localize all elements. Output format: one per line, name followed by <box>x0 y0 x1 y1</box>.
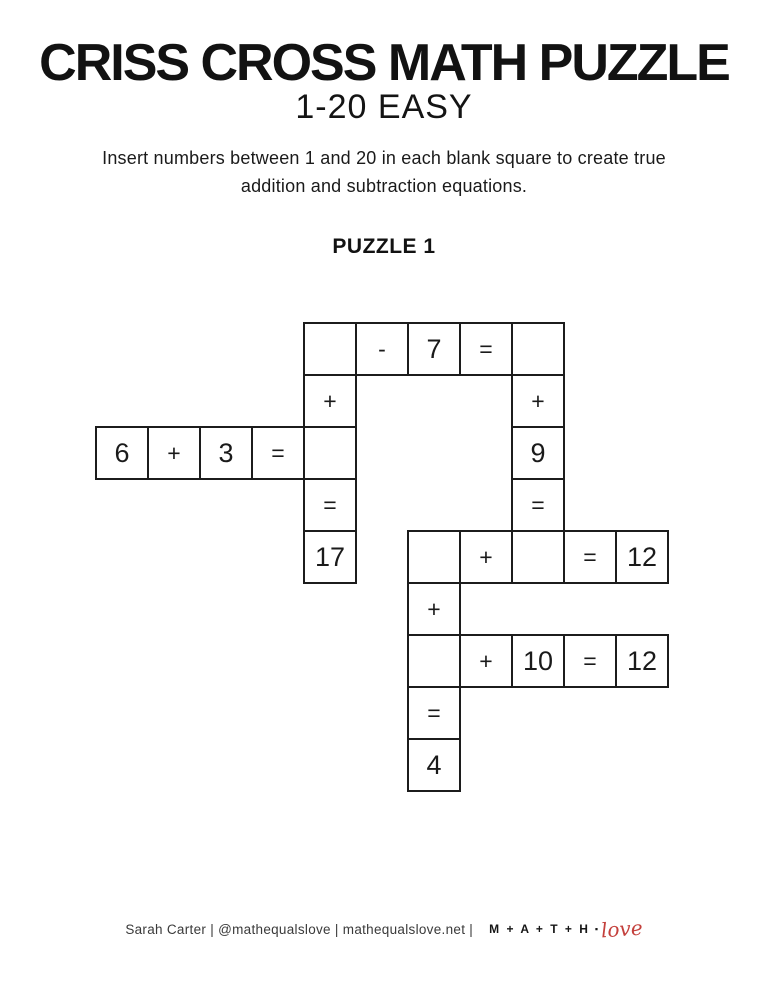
logo-equals-square-icon: ▪ <box>594 923 599 934</box>
puzzle-cell-operator: = <box>251 426 305 480</box>
worksheet-subtitle: 1-20 EASY <box>295 88 473 126</box>
puzzle-cell-blank[interactable] <box>407 530 461 584</box>
footer-byline: Sarah Carter | @mathequalslove | mathequalslove.net | <box>125 921 474 937</box>
puzzle-cell-operator: - <box>355 322 409 376</box>
puzzle-cell-operator: = <box>459 322 513 376</box>
puzzle-cell-operator: + <box>303 374 357 428</box>
instructions-line-2: addition and subtraction equations. <box>240 176 528 196</box>
puzzle-cell-number: 12 <box>615 634 669 688</box>
puzzle-cell-blank[interactable] <box>303 322 357 376</box>
instructions-text <box>0 144 768 200</box>
puzzle-cell-number: 10 <box>511 634 565 688</box>
puzzle-cell-blank[interactable] <box>511 322 565 376</box>
puzzle-cell-number: 4 <box>407 738 461 792</box>
worksheet-title: CRISS CROSS MATH PUZZLE <box>39 34 729 92</box>
puzzle-cell-operator: + <box>459 530 513 584</box>
puzzle-cell-operator: + <box>147 426 201 480</box>
puzzle-cell-operator: + <box>459 634 513 688</box>
math-equals-love-logo <box>489 915 644 943</box>
puzzle-cell-operator: = <box>563 530 617 584</box>
logo-math-text: M + A + T + H <box>489 922 590 936</box>
puzzle-cell-operator: = <box>511 478 565 532</box>
puzzle-cell-operator: + <box>407 582 461 636</box>
puzzle-cell-number: 17 <box>303 530 357 584</box>
puzzle-cell-number: 7 <box>407 322 461 376</box>
puzzle-cell-blank[interactable] <box>511 530 565 584</box>
puzzle-cell-operator: = <box>563 634 617 688</box>
logo-love-script: love <box>600 915 644 943</box>
puzzle-cell-operator: = <box>407 686 461 740</box>
puzzle-cell-blank[interactable] <box>407 634 461 688</box>
puzzle-cell-blank[interactable] <box>303 426 357 480</box>
puzzle-heading: PUZZLE 1 <box>332 235 436 258</box>
puzzle-cell-number: 9 <box>511 426 565 480</box>
puzzle-cell-number: 12 <box>615 530 669 584</box>
footer <box>0 914 768 944</box>
instructions-line-1: Insert numbers between 1 and 20 in each blank square to create true <box>102 148 666 168</box>
puzzle-grid <box>95 322 670 793</box>
puzzle-cell-number: 6 <box>95 426 149 480</box>
puzzle-cell-number: 3 <box>199 426 253 480</box>
puzzle-cell-operator: + <box>511 374 565 428</box>
puzzle-cell-operator: = <box>303 478 357 532</box>
